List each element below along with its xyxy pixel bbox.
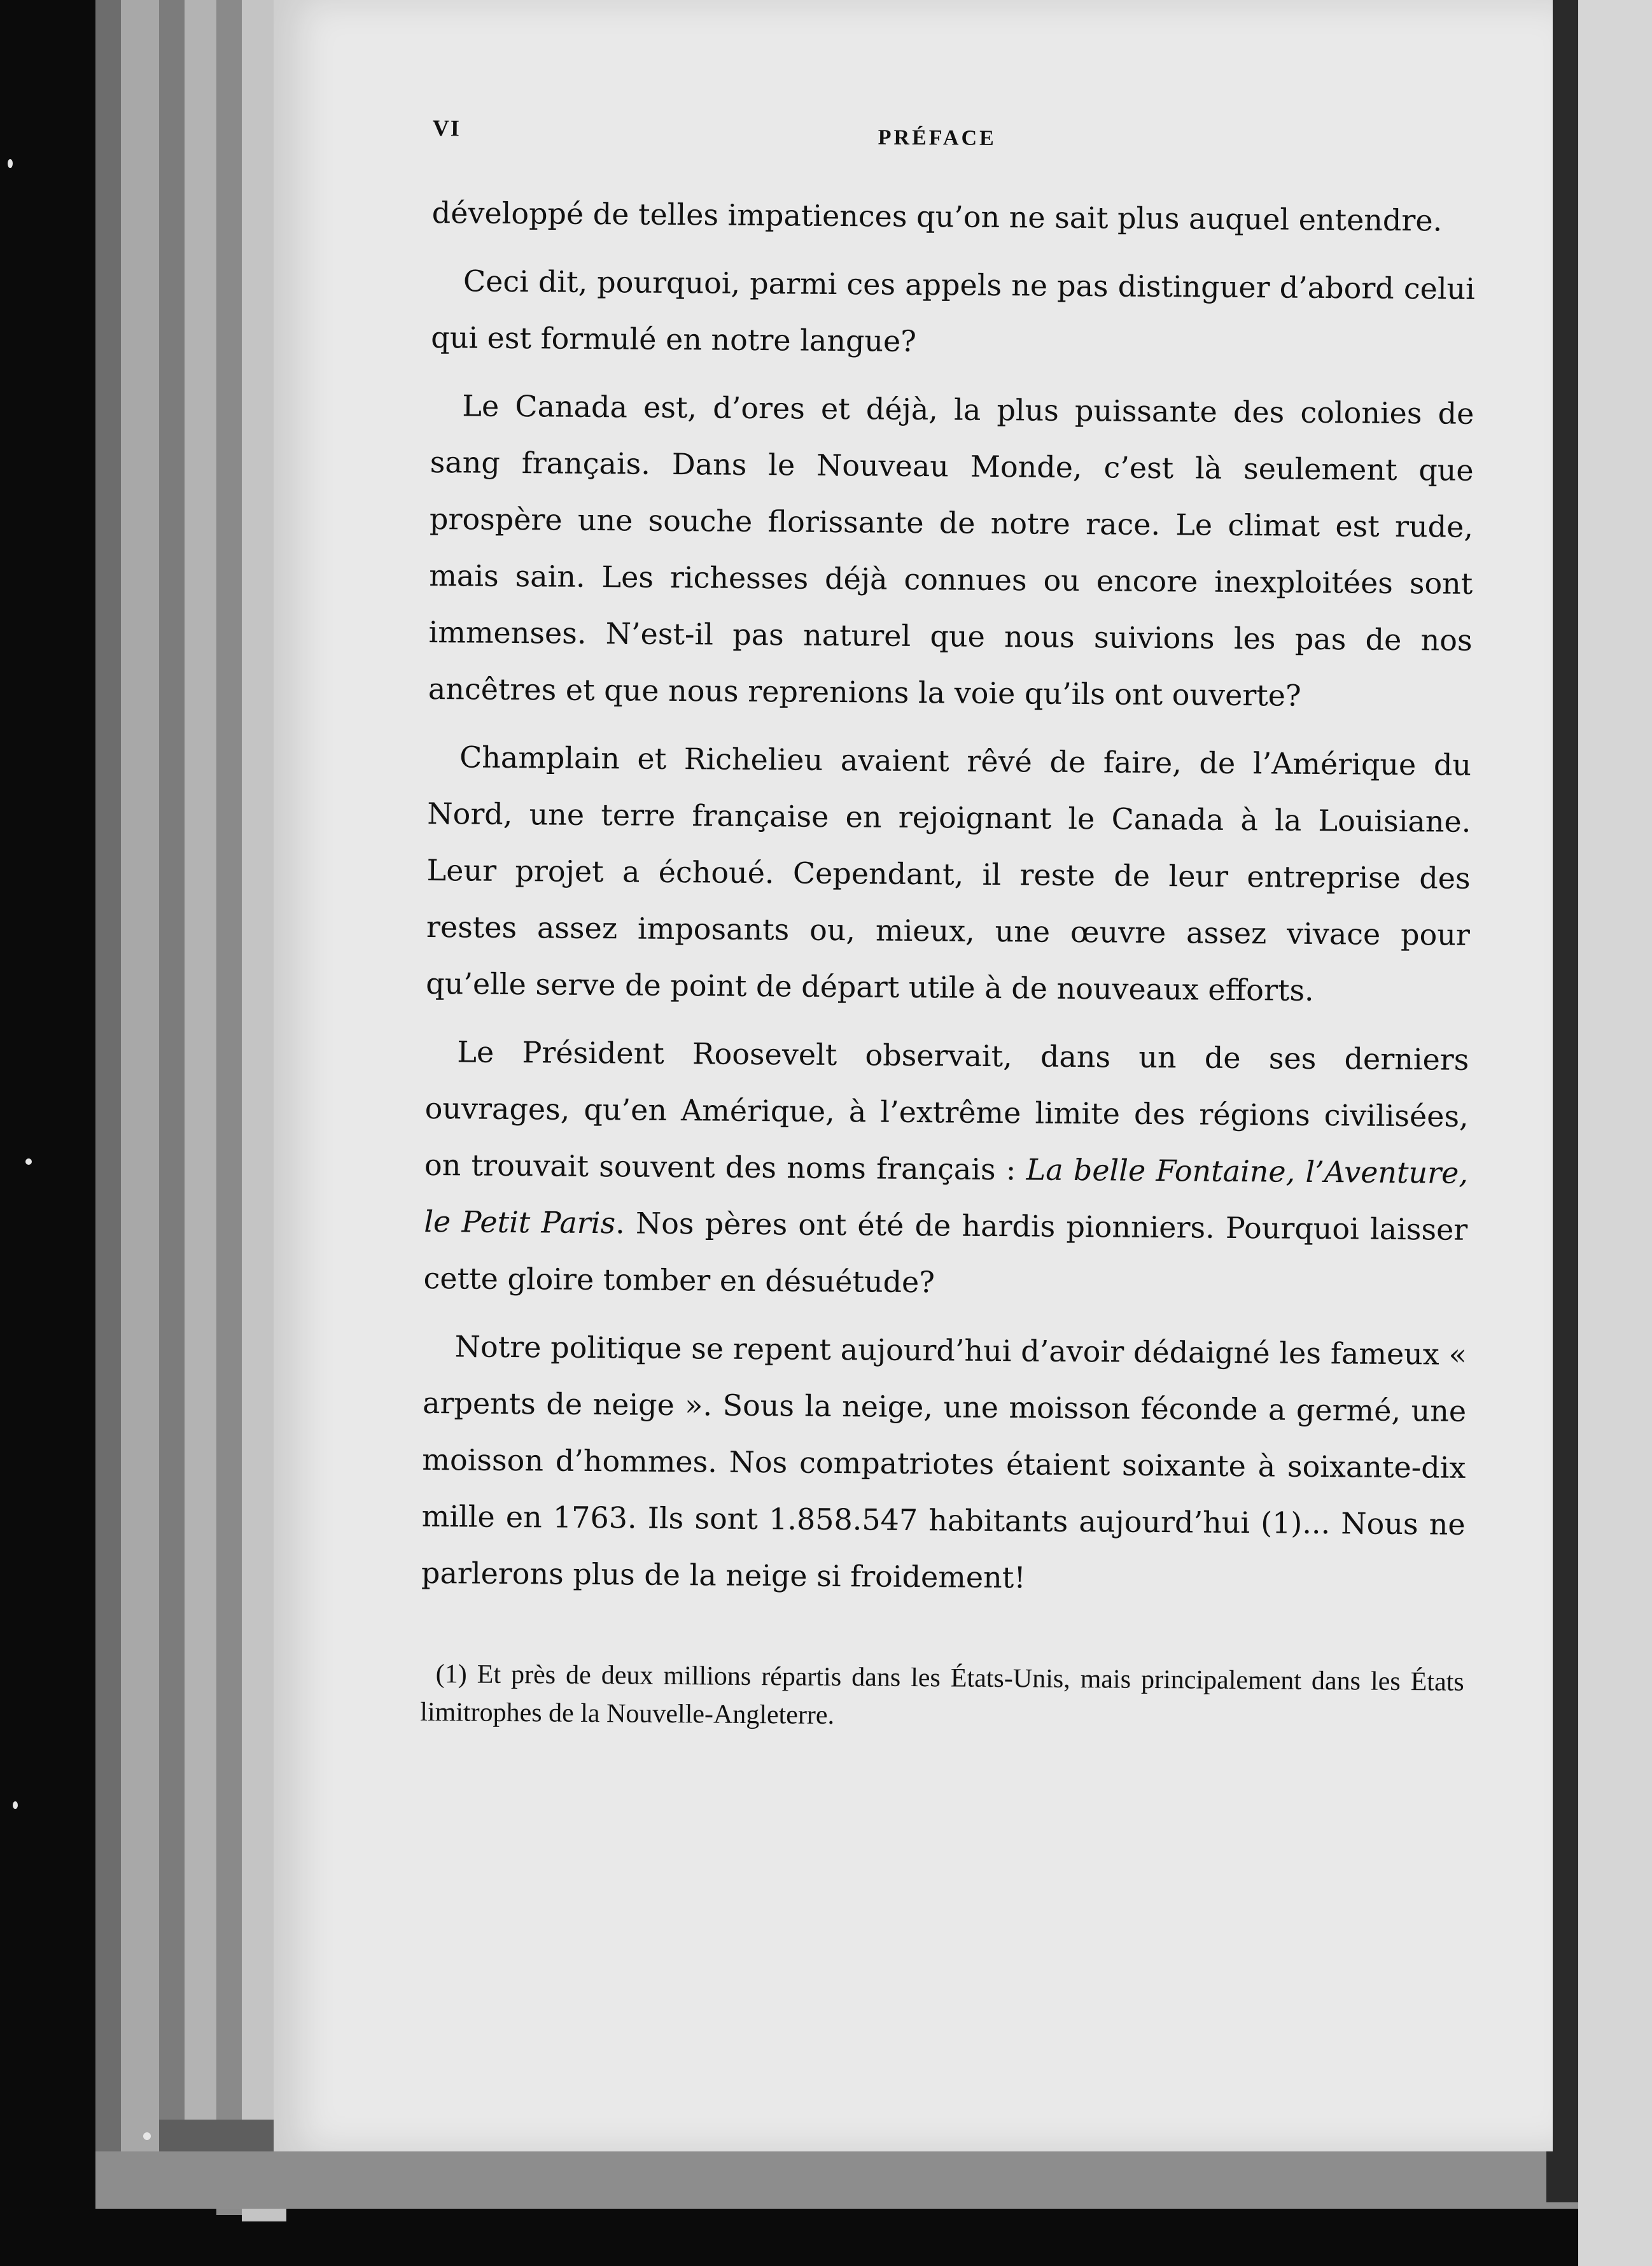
paragraph-text: Le Président Roosevelt observait, dans un de ses derniers ouvrages, qu’en Amérique, à l’extrême limite des régions civilisées, on trouvait souvent des noms français : — [424, 1034, 1469, 1187]
paragraph — [426, 729, 1471, 1020]
paragraph-text: . Nos pères ont été de hardis pionniers. Pourquoi laisser cette gloire tomber en désuétude? — [423, 1206, 1468, 1300]
page-edge — [216, 0, 242, 2215]
scan-speck — [8, 159, 13, 168]
page-edge — [95, 0, 121, 2177]
right-margin — [1578, 0, 1652, 2266]
page-edge — [185, 0, 216, 2209]
scan-speck — [25, 1158, 32, 1165]
footnote: (1) Et près de deux millions répartis dans les États-Unis, mais principalement dans les États limitrophes de la Nouvelle-Angleterre. — [420, 1659, 1464, 1731]
scan-speck — [143, 2132, 151, 2140]
running-title: PRÉFACE — [878, 125, 997, 150]
book-page — [274, 0, 1553, 2151]
page-content — [420, 115, 1476, 1740]
paragraph-text: Champlain et Richelieu avaient rêvé de faire, de l’Amérique du Nord, une terre française en rejoignant le Canada à la Louisiane. Leur projet a échoué. Cependant, il reste de leur entreprise des restes assez imposants ou, mieux, une œuvre assez vivace pour qu’elle serve de point de départ utile à de nouveaux efforts. — [426, 740, 1472, 1008]
page-edge — [121, 0, 159, 2190]
paragraph-text: Ceci dit, pourquoi, parmi ces appels ne pas distinguer d’abord celui qui est formulé en notre langue? — [431, 264, 1476, 358]
paragraph-text: Notre politique se repent aujourd’hui d’avoir dédaigné les fameux « arpents de neige ». Sous la neige, une moisson féconde a germé, une moisson d’hommes. Nos compatriotes étaient soixante à soixante-dix mille en 1763. Ils sont 1.858.547 habitants aujourd’hui (1)... Nous ne parlerons plus de la neige si froidement! — [421, 1329, 1467, 1595]
paragraph — [431, 185, 1476, 250]
running-head — [432, 115, 1476, 193]
scan-speck — [13, 1801, 18, 1809]
page-number: VI — [432, 115, 461, 141]
body-text — [421, 185, 1476, 1610]
paragraph — [431, 253, 1475, 374]
paragraph — [428, 377, 1474, 726]
bottom-page-edge — [95, 2151, 1610, 2209]
paragraph — [423, 1024, 1469, 1315]
paragraph-text: Le Canada est, d’ores et déjà, la plus puissante des colonies de sang français. Dans le Nouveau Monde, c’est là seulement que prospère une souche florissante de notre race. Le climat est rude, mais sain. Les richesses déjà connues ou encore inexploitées sont immenses. N’est-il pas naturel que nous suivions les pas de nos ancêtres et que nous reprenions la voie qu’ils ont ouverte? — [428, 388, 1474, 713]
paragraph-text: développé de telles impatiences qu’on ne sait plus auquel entendre. — [431, 195, 1443, 238]
paragraph — [421, 1318, 1467, 1610]
page-edge — [159, 0, 185, 2202]
italic-text: La belle Fontaine, l’Aventure, le Petit Paris — [424, 1152, 1469, 1241]
